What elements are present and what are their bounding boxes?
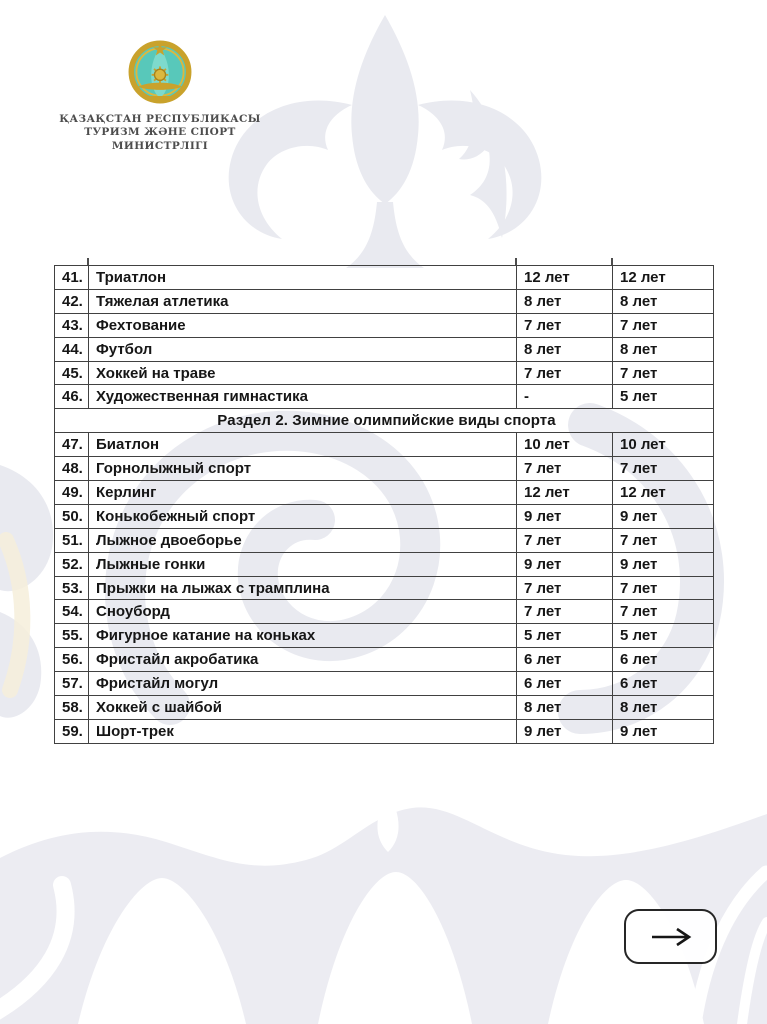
- min-age-col2: 6 лет: [613, 648, 714, 672]
- table-row: [55, 337, 714, 361]
- min-age-col1: 7 лет: [517, 361, 613, 385]
- sport-name: Горнолыжный спорт: [89, 457, 517, 481]
- sport-name: Фигурное катание на коньках: [89, 624, 517, 648]
- next-page-button[interactable]: [624, 909, 717, 964]
- table-row: [55, 719, 714, 743]
- min-age-col2: 8 лет: [613, 337, 714, 361]
- min-age-col2: 8 лет: [613, 289, 714, 313]
- table-row: [55, 457, 714, 481]
- ministry-name-line1: ҚАЗАҚСТАН РЕСПУБЛИКАСЫ: [59, 113, 261, 125]
- row-number: 49.: [55, 481, 89, 505]
- table-row: [55, 313, 714, 337]
- min-age-col2: 7 лет: [613, 528, 714, 552]
- section-row: [55, 409, 714, 433]
- sport-name: Конькобежный спорт: [89, 504, 517, 528]
- min-age-col1: 7 лет: [517, 600, 613, 624]
- min-age-col1: 7 лет: [517, 457, 613, 481]
- min-age-col2: 5 лет: [613, 624, 714, 648]
- row-number: 55.: [55, 624, 89, 648]
- row-number: 59.: [55, 719, 89, 743]
- row-number: 45.: [55, 361, 89, 385]
- table-row: [55, 600, 714, 624]
- table-row: [55, 266, 714, 290]
- min-age-col2: 10 лет: [613, 433, 714, 457]
- sport-name: Фристайл могул: [89, 672, 517, 696]
- min-age-col1: 7 лет: [517, 576, 613, 600]
- row-number: 41.: [55, 266, 89, 290]
- min-age-col1: 12 лет: [517, 481, 613, 505]
- emblem-wrap: [40, 34, 280, 110]
- sports-table-body: [55, 266, 714, 744]
- row-number: 56.: [55, 648, 89, 672]
- min-age-col1: 7 лет: [517, 528, 613, 552]
- min-age-col1: 9 лет: [517, 719, 613, 743]
- sport-name: Фристайл акробатика: [89, 648, 517, 672]
- row-number: 51.: [55, 528, 89, 552]
- min-age-col2: 7 лет: [613, 600, 714, 624]
- table-row: [55, 481, 714, 505]
- min-age-col2: 9 лет: [613, 504, 714, 528]
- sport-name: Фехтование: [89, 313, 517, 337]
- row-number: 52.: [55, 552, 89, 576]
- row-number: 58.: [55, 696, 89, 720]
- min-age-col1: 8 лет: [517, 696, 613, 720]
- table-row: [55, 361, 714, 385]
- min-age-col2: 7 лет: [613, 313, 714, 337]
- row-number: 57.: [55, 672, 89, 696]
- min-age-col2: 9 лет: [613, 552, 714, 576]
- min-age-col1: -: [517, 385, 613, 409]
- table-row: [55, 648, 714, 672]
- row-number: 43.: [55, 313, 89, 337]
- section-header: Раздел 2. Зимние олимпийские виды спорта: [55, 409, 714, 433]
- sport-name: Футбол: [89, 337, 517, 361]
- row-number: 46.: [55, 385, 89, 409]
- ministry-name-line2: ТУРИЗМ ЖӘНЕ СПОРТ МИНИСТРЛІГІ: [84, 126, 236, 152]
- min-age-col2: 7 лет: [613, 361, 714, 385]
- sport-name: Прыжки на лыжах с трамплина: [89, 576, 517, 600]
- table-row: [55, 528, 714, 552]
- ministry-header: [40, 34, 280, 153]
- sports-age-table: [54, 265, 714, 744]
- sport-name: Хоккей с шайбой: [89, 696, 517, 720]
- min-age-col2: 6 лет: [613, 672, 714, 696]
- table-row: [55, 624, 714, 648]
- min-age-col1: 12 лет: [517, 266, 613, 290]
- sport-name: Сноуборд: [89, 600, 517, 624]
- min-age-col1: 9 лет: [517, 552, 613, 576]
- min-age-col1: 10 лет: [517, 433, 613, 457]
- table-row: [55, 672, 714, 696]
- table-row: [55, 696, 714, 720]
- table-row: [55, 576, 714, 600]
- sport-name: Биатлон: [89, 433, 517, 457]
- min-age-col2: 12 лет: [613, 481, 714, 505]
- min-age-col1: 8 лет: [517, 289, 613, 313]
- table-row: [55, 289, 714, 313]
- sport-name: Художественная гимнастика: [89, 385, 517, 409]
- min-age-col1: 7 лет: [517, 313, 613, 337]
- table-row: [55, 504, 714, 528]
- sport-name: Хоккей на траве: [89, 361, 517, 385]
- kazakhstan-emblem-icon: [123, 34, 197, 110]
- min-age-col2: 12 лет: [613, 266, 714, 290]
- sport-name: Шорт-трек: [89, 719, 517, 743]
- row-number: 44.: [55, 337, 89, 361]
- min-age-col1: 8 лет: [517, 337, 613, 361]
- row-number: 53.: [55, 576, 89, 600]
- sport-name: Лыжное двоеборье: [89, 528, 517, 552]
- min-age-col1: 6 лет: [517, 672, 613, 696]
- min-age-col2: 5 лет: [613, 385, 714, 409]
- row-number: 50.: [55, 504, 89, 528]
- row-number: 42.: [55, 289, 89, 313]
- table-row: [55, 552, 714, 576]
- table-row: [55, 385, 714, 409]
- sport-name: Тяжелая атлетика: [89, 289, 517, 313]
- min-age-col2: 7 лет: [613, 576, 714, 600]
- min-age-col1: 6 лет: [517, 648, 613, 672]
- min-age-col2: 7 лет: [613, 457, 714, 481]
- min-age-col2: 9 лет: [613, 719, 714, 743]
- min-age-col2: 8 лет: [613, 696, 714, 720]
- row-number: 48.: [55, 457, 89, 481]
- row-number: 47.: [55, 433, 89, 457]
- sport-name: Лыжные гонки: [89, 552, 517, 576]
- arrow-right-icon: [648, 926, 694, 948]
- sport-name: Керлинг: [89, 481, 517, 505]
- table-row: [55, 433, 714, 457]
- sport-name: Триатлон: [89, 266, 517, 290]
- row-number: 54.: [55, 600, 89, 624]
- min-age-col1: 5 лет: [517, 624, 613, 648]
- min-age-col1: 9 лет: [517, 504, 613, 528]
